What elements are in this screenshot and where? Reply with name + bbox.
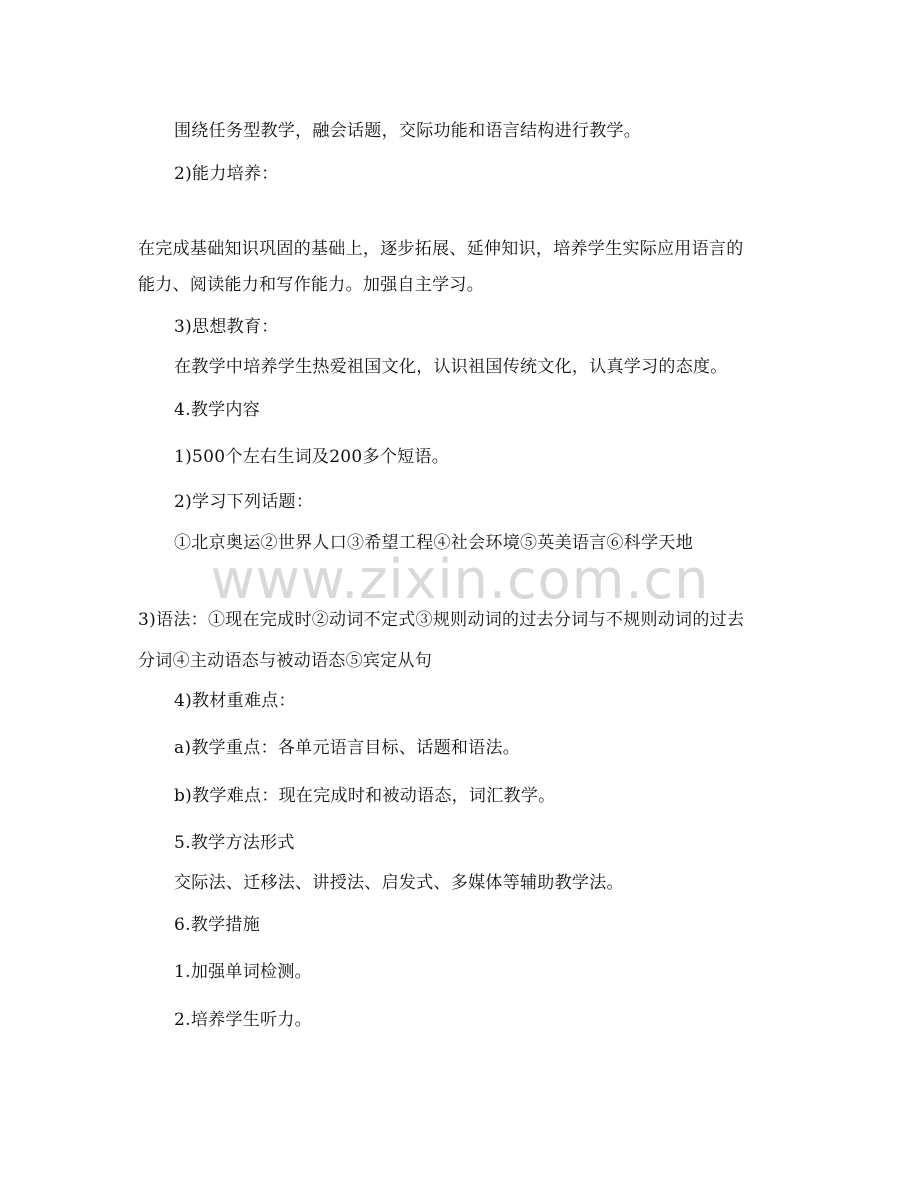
- item-difficult-points: b)教学难点：现在完成时和被动语态，词汇教学。: [174, 786, 556, 806]
- paragraph-moral-education: 在教学中培养学生热爱祖国文化，认识祖国传统文化，认真学习的态度。: [174, 357, 728, 377]
- heading-moral-education: 3)思想教育：: [174, 317, 279, 337]
- heading-teaching-content: 4.教学内容: [174, 400, 261, 420]
- item-grammar-line-2: 分词④主动语态与被动语态⑤宾定从句: [138, 651, 433, 671]
- heading-ability-training: 2)能力培养：: [174, 164, 279, 184]
- item-grammar-line-1: 3)语法：①现在完成时②动词不定式③规则动词的过去分词与不规则动词的过去: [138, 610, 745, 630]
- paragraph-ability-line-1: 在完成基础知识巩固的基础上，逐步拓展、延伸知识，培养学生实际应用语言的: [138, 239, 744, 259]
- paragraph-task-based-teaching: 围绕任务型教学，融会话题，交际功能和语言结构进行教学。: [174, 121, 642, 141]
- paragraph-teaching-methods: 交际法、迁移法、讲授法、启发式、多媒体等辅助教学法。: [174, 873, 624, 893]
- watermark: www.zixin.com.cn: [210, 548, 710, 611]
- item-topics-list: ①北京奥运②世界人口③希望工程④社会环境⑤英美语言⑥科学天地: [174, 533, 693, 553]
- paragraph-ability-line-2: 能力、阅读能力和写作能力。加强自主学习。: [138, 275, 484, 295]
- heading-teaching-measures: 6.教学措施: [174, 915, 261, 935]
- item-key-points: a)教学重点：各单元语言目标、话题和语法。: [174, 738, 521, 758]
- item-word-check: 1.加强单词检测。: [174, 962, 312, 982]
- heading-teaching-methods: 5.教学方法形式: [174, 833, 295, 853]
- heading-key-difficulties: 4)教材重难点：: [174, 691, 296, 711]
- item-topics-heading: 2)学习下列话题：: [174, 492, 314, 512]
- item-vocabulary: 1)500个左右生词及200多个短语。: [174, 447, 450, 467]
- item-listening: 2.培养学生听力。: [174, 1010, 312, 1030]
